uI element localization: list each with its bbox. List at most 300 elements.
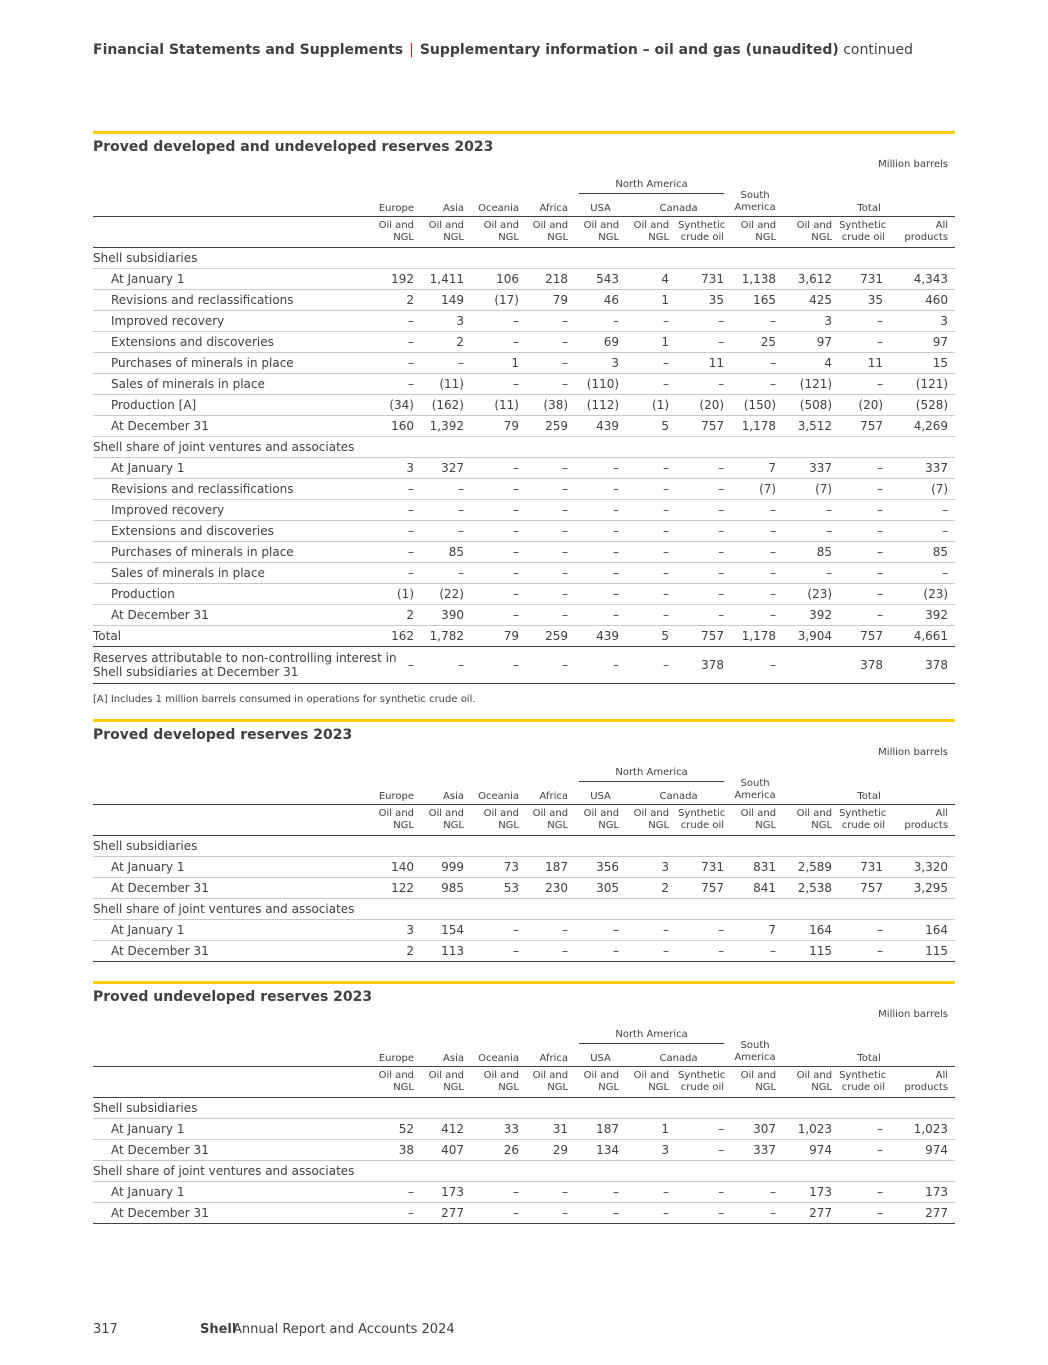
- cell-value: –: [626, 584, 676, 605]
- cell-value: 2: [368, 605, 421, 626]
- cell-value: –: [421, 647, 471, 684]
- cell-value: –: [471, 374, 526, 395]
- cell-value: –: [368, 332, 421, 353]
- cell-value: 390: [421, 605, 471, 626]
- cell-value: 11: [676, 353, 731, 374]
- cell-value: (528): [890, 395, 955, 416]
- product-header: Oil and NGL: [368, 1067, 421, 1098]
- cell-value: 3: [368, 920, 421, 941]
- cell-value: –: [626, 353, 676, 374]
- product-header: Synthetic crude oil: [839, 1067, 890, 1098]
- table-row: [93, 1203, 955, 1224]
- cell-value: (508): [783, 395, 839, 416]
- units-label: Million barrels: [878, 747, 948, 758]
- cell-value: 230: [526, 878, 575, 899]
- cell-value: (1): [368, 584, 421, 605]
- cell-value: –: [676, 920, 731, 941]
- cell-value: 4: [783, 353, 839, 374]
- row-label: Improved recovery: [93, 500, 368, 521]
- cell-value: 757: [839, 878, 890, 899]
- product-header: Oil and NGL: [526, 805, 575, 836]
- section-proved-developed: [93, 719, 955, 962]
- product-header: Synthetic crude oil: [676, 805, 731, 836]
- cell-value: 3: [626, 1140, 676, 1161]
- cell-value: 307: [731, 1119, 783, 1140]
- header-row-regions: [93, 782, 955, 805]
- cell-value: (121): [783, 374, 839, 395]
- south-america-label: South America: [734, 778, 776, 801]
- cell-value: –: [676, 605, 731, 626]
- cell-value: –: [626, 920, 676, 941]
- region-header: Africa: [539, 791, 569, 802]
- cell-value: –: [368, 479, 421, 500]
- cell-value: 277: [421, 1203, 471, 1224]
- group-header-row: [93, 1161, 955, 1182]
- table-row: [93, 332, 955, 353]
- group-header-row: [93, 1098, 955, 1119]
- cell-value: –: [626, 500, 676, 521]
- cell-value: 149: [421, 290, 471, 311]
- row-label: At December 31: [93, 605, 368, 626]
- cell-value: 154: [421, 920, 471, 941]
- cell-value: 106: [471, 269, 526, 290]
- table-row: [93, 353, 955, 374]
- cell-value: –: [471, 920, 526, 941]
- cell-value: –: [575, 920, 626, 941]
- table-row: [93, 290, 955, 311]
- product-header: Oil and NGL: [368, 805, 421, 836]
- cell-value: 192: [368, 269, 421, 290]
- cell-value: 160: [368, 416, 421, 437]
- row-label: At December 31: [93, 878, 368, 899]
- cell-value: 7: [731, 458, 783, 479]
- cell-value: 1,411: [421, 269, 471, 290]
- product-header: Oil and NGL: [575, 1067, 626, 1098]
- group-label: Shell subsidiaries: [93, 1098, 955, 1119]
- cell-value: 543: [575, 269, 626, 290]
- cell-value: 731: [676, 269, 731, 290]
- region-header: USA: [590, 1053, 611, 1064]
- product-header: Synthetic crude oil: [839, 217, 890, 248]
- reserves-table: [93, 1024, 955, 1224]
- cell-value: 97: [783, 332, 839, 353]
- cell-value: 3: [783, 311, 839, 332]
- cell-value: –: [575, 647, 626, 684]
- cell-value: –: [626, 521, 676, 542]
- cell-value: –: [526, 458, 575, 479]
- region-header: Oceania: [478, 791, 519, 802]
- cell-value: (7): [890, 479, 955, 500]
- cell-value: 974: [890, 1140, 955, 1161]
- footer-publication: Annual Report and Accounts 2024: [233, 1322, 455, 1337]
- cell-value: –: [471, 1182, 526, 1203]
- region-header: Canada: [659, 203, 698, 214]
- cell-value: 2,589: [783, 857, 839, 878]
- cell-value: 259: [526, 626, 575, 647]
- row-label: Improved recovery: [93, 311, 368, 332]
- group-label: Shell share of joint ventures and associates: [93, 899, 955, 920]
- cell-value: 3: [575, 353, 626, 374]
- cell-value: (20): [839, 395, 890, 416]
- cell-value: 757: [676, 626, 731, 647]
- product-header: Oil and NGL: [368, 217, 421, 248]
- cell-value: 1,023: [890, 1119, 955, 1140]
- cell-value: 2: [368, 290, 421, 311]
- cell-value: –: [526, 1203, 575, 1224]
- cell-value: –: [839, 1203, 890, 1224]
- region-header: Asia: [443, 203, 464, 214]
- cell-value: –: [471, 332, 526, 353]
- cell-value: 4,343: [890, 269, 955, 290]
- cell-value: (7): [783, 479, 839, 500]
- cell-value: 4,661: [890, 626, 955, 647]
- cell-value: 327: [421, 458, 471, 479]
- row-label: At December 31: [93, 1203, 368, 1224]
- cell-value: –: [575, 458, 626, 479]
- cell-value: –: [626, 374, 676, 395]
- cell-value: –: [471, 647, 526, 684]
- cell-value: (23): [783, 584, 839, 605]
- cell-value: –: [575, 584, 626, 605]
- cell-value: 1,392: [421, 416, 471, 437]
- cell-value: 134: [575, 1140, 626, 1161]
- product-header: Oil and NGL: [421, 805, 471, 836]
- cell-value: 31: [526, 1119, 575, 1140]
- cell-value: –: [526, 500, 575, 521]
- cell-value: –: [526, 605, 575, 626]
- cell-value: 277: [783, 1203, 839, 1224]
- cell-value: –: [471, 605, 526, 626]
- footer-brand: Shell: [200, 1322, 237, 1337]
- header-subsection: Supplementary information – oil and gas (unaudited): [419, 42, 839, 58]
- cell-value: –: [676, 584, 731, 605]
- cell-value: 841: [731, 878, 783, 899]
- cell-value: –: [839, 542, 890, 563]
- cell-value: 439: [575, 416, 626, 437]
- cell-value: –: [839, 1140, 890, 1161]
- table-row: [93, 374, 955, 395]
- cell-value: 115: [890, 941, 955, 962]
- cell-value: 356: [575, 857, 626, 878]
- cell-value: –: [471, 458, 526, 479]
- cell-value: 5: [626, 416, 676, 437]
- cell-value: –: [421, 353, 471, 374]
- cell-value: 1,178: [731, 416, 783, 437]
- cell-value: 2: [368, 941, 421, 962]
- cell-value: –: [676, 332, 731, 353]
- cell-value: 85: [421, 542, 471, 563]
- product-header: Oil and NGL: [731, 1067, 783, 1098]
- cell-value: 35: [676, 290, 731, 311]
- section-divider: [93, 131, 955, 134]
- cell-value: –: [731, 311, 783, 332]
- nci-row: [93, 647, 955, 684]
- product-header: Oil and NGL: [626, 805, 676, 836]
- cell-value: 162: [368, 626, 421, 647]
- cell-value: –: [731, 605, 783, 626]
- group-header-row: [93, 248, 955, 269]
- cell-value: –: [676, 941, 731, 962]
- cell-value: –: [575, 500, 626, 521]
- cell-value: 35: [839, 290, 890, 311]
- cell-value: 26: [471, 1140, 526, 1161]
- cell-value: –: [839, 605, 890, 626]
- header-row-products: [93, 805, 955, 836]
- cell-value: 731: [839, 857, 890, 878]
- row-label: At January 1: [93, 458, 368, 479]
- row-label: Production [A]: [93, 395, 368, 416]
- page-footer: [93, 1322, 455, 1337]
- cell-value: –: [731, 500, 783, 521]
- cell-value: –: [471, 500, 526, 521]
- cell-value: –: [368, 542, 421, 563]
- cell-value: –: [526, 521, 575, 542]
- cell-value: –: [421, 500, 471, 521]
- cell-value: –: [575, 521, 626, 542]
- cell-value: 337: [783, 458, 839, 479]
- group-header-row: [93, 437, 955, 458]
- table-row: [93, 542, 955, 563]
- cell-value: 757: [676, 878, 731, 899]
- row-label: At January 1: [93, 1182, 368, 1203]
- cell-value: –: [676, 500, 731, 521]
- cell-value: –: [676, 458, 731, 479]
- cell-value: –: [626, 647, 676, 684]
- cell-value: 757: [839, 626, 890, 647]
- table-row: [93, 500, 955, 521]
- cell-value: (23): [890, 584, 955, 605]
- table-row: [93, 857, 955, 878]
- cell-value: 187: [526, 857, 575, 878]
- cell-value: 2,538: [783, 878, 839, 899]
- group-header-row: [93, 899, 955, 920]
- table-row: [93, 269, 955, 290]
- region-header: Europe: [378, 1053, 414, 1064]
- cell-value: –: [421, 479, 471, 500]
- cell-value: –: [839, 1182, 890, 1203]
- cell-value: 378: [676, 647, 731, 684]
- cell-value: 85: [890, 542, 955, 563]
- reserves-table: [93, 174, 955, 684]
- cell-value: 259: [526, 416, 575, 437]
- cell-value: (121): [890, 374, 955, 395]
- group-label: Shell subsidiaries: [93, 836, 955, 857]
- header-row-products: [93, 1067, 955, 1098]
- header-row-regions: [93, 194, 955, 217]
- cell-value: (112): [575, 395, 626, 416]
- cell-value: –: [731, 563, 783, 584]
- row-label: Sales of minerals in place: [93, 563, 368, 584]
- row-label: At January 1: [93, 857, 368, 878]
- cell-value: –: [368, 353, 421, 374]
- cell-value: 277: [890, 1203, 955, 1224]
- cell-value: –: [526, 920, 575, 941]
- cell-value: 1: [626, 332, 676, 353]
- cell-value: –: [626, 311, 676, 332]
- units-label: Million barrels: [878, 1009, 948, 1020]
- table-row: [93, 479, 955, 500]
- cell-value: –: [783, 500, 839, 521]
- cell-value: 140: [368, 857, 421, 878]
- cell-value: 5: [626, 626, 676, 647]
- cell-value: –: [626, 605, 676, 626]
- cell-value: –: [839, 563, 890, 584]
- cell-value: –: [526, 353, 575, 374]
- cell-value: (1): [626, 395, 676, 416]
- cell-value: 46: [575, 290, 626, 311]
- table-row: [93, 1182, 955, 1203]
- table-row: [93, 941, 955, 962]
- cell-value: –: [783, 563, 839, 584]
- cell-value: –: [471, 563, 526, 584]
- cell-value: –: [368, 1182, 421, 1203]
- cell-value: (150): [731, 395, 783, 416]
- cell-value: 3,295: [890, 878, 955, 899]
- cell-value: –: [890, 500, 955, 521]
- cell-value: 1,178: [731, 626, 783, 647]
- cell-value: –: [575, 311, 626, 332]
- cell-value: –: [526, 479, 575, 500]
- product-header: Synthetic crude oil: [839, 805, 890, 836]
- cell-value: –: [368, 500, 421, 521]
- cell-value: –: [471, 311, 526, 332]
- region-header: Canada: [659, 791, 698, 802]
- cell-value: –: [526, 584, 575, 605]
- section-title: Proved developed reserves 2023: [93, 727, 353, 743]
- product-header: Oil and NGL: [626, 1067, 676, 1098]
- cell-value: –: [839, 332, 890, 353]
- row-label: Total: [93, 626, 368, 647]
- cell-value: –: [526, 374, 575, 395]
- cell-value: 7: [731, 920, 783, 941]
- region-header: Oceania: [478, 1053, 519, 1064]
- cell-value: –: [368, 647, 421, 684]
- cell-value: 25: [731, 332, 783, 353]
- table-row: [93, 584, 955, 605]
- row-label: Reserves attributable to non-controlling interest in Shell subsidiaries at December 31: [93, 647, 368, 684]
- row-label: Extensions and discoveries: [93, 521, 368, 542]
- region-header: Asia: [443, 1053, 464, 1064]
- cell-value: 3: [368, 458, 421, 479]
- cell-value: –: [839, 1119, 890, 1140]
- cell-value: [783, 647, 839, 684]
- cell-value: –: [731, 374, 783, 395]
- product-header: Oil and NGL: [783, 1067, 839, 1098]
- row-label: Production: [93, 584, 368, 605]
- cell-value: –: [421, 521, 471, 542]
- cell-value: 305: [575, 878, 626, 899]
- cell-value: 85: [783, 542, 839, 563]
- section-title: Proved undeveloped reserves 2023: [93, 989, 373, 1005]
- cell-value: –: [839, 458, 890, 479]
- cell-value: –: [626, 563, 676, 584]
- cell-value: 1,138: [731, 269, 783, 290]
- cell-value: –: [471, 584, 526, 605]
- cell-value: –: [890, 521, 955, 542]
- header-row-group: [93, 1024, 955, 1044]
- cell-value: –: [368, 311, 421, 332]
- cell-value: –: [839, 479, 890, 500]
- product-header: All products: [890, 217, 955, 248]
- cell-value: 173: [421, 1182, 471, 1203]
- cell-value: 3,904: [783, 626, 839, 647]
- cell-value: –: [731, 1203, 783, 1224]
- row-label: Revisions and reclassifications: [93, 290, 368, 311]
- cell-value: 3: [890, 311, 955, 332]
- product-header: Oil and NGL: [783, 805, 839, 836]
- cell-value: –: [526, 563, 575, 584]
- north-america-header: North America: [575, 174, 731, 194]
- cell-value: –: [526, 1182, 575, 1203]
- header-continued: continued: [843, 42, 913, 58]
- cell-value: (110): [575, 374, 626, 395]
- cell-value: 11: [839, 353, 890, 374]
- product-header: Synthetic crude oil: [676, 1067, 731, 1098]
- total-header: Total: [857, 1053, 881, 1064]
- cell-value: 187: [575, 1119, 626, 1140]
- cell-value: (22): [421, 584, 471, 605]
- cell-value: –: [731, 542, 783, 563]
- cell-value: –: [731, 647, 783, 684]
- cell-value: –: [526, 332, 575, 353]
- cell-value: –: [839, 920, 890, 941]
- product-header: Oil and NGL: [731, 805, 783, 836]
- page-header: [93, 42, 913, 58]
- cell-value: –: [626, 1182, 676, 1203]
- section-divider: [93, 719, 955, 722]
- cell-value: 79: [526, 290, 575, 311]
- page-number: 317: [93, 1322, 118, 1337]
- product-header: Oil and NGL: [626, 217, 676, 248]
- cell-value: –: [575, 941, 626, 962]
- cell-value: 3: [421, 311, 471, 332]
- cell-value: –: [626, 1203, 676, 1224]
- cell-value: –: [471, 941, 526, 962]
- cell-value: –: [839, 941, 890, 962]
- cell-value: –: [471, 521, 526, 542]
- cell-value: –: [471, 479, 526, 500]
- cell-value: –: [676, 479, 731, 500]
- cell-value: –: [890, 563, 955, 584]
- cell-value: 1: [626, 1119, 676, 1140]
- cell-value: –: [575, 1182, 626, 1203]
- cell-value: –: [368, 374, 421, 395]
- product-header: Oil and NGL: [731, 217, 783, 248]
- product-header: All products: [890, 1067, 955, 1098]
- row-label: Revisions and reclassifications: [93, 479, 368, 500]
- cell-value: 439: [575, 626, 626, 647]
- cell-value: –: [731, 521, 783, 542]
- cell-value: 52: [368, 1119, 421, 1140]
- row-label: Purchases of minerals in place: [93, 542, 368, 563]
- cell-value: –: [575, 479, 626, 500]
- cell-value: 165: [731, 290, 783, 311]
- table-row: [93, 605, 955, 626]
- cell-value: –: [626, 479, 676, 500]
- cell-value: 731: [676, 857, 731, 878]
- cell-value: 53: [471, 878, 526, 899]
- cell-value: –: [676, 563, 731, 584]
- cell-value: 218: [526, 269, 575, 290]
- south-america-header: [731, 778, 783, 805]
- cell-value: –: [783, 521, 839, 542]
- section-proved-developed-undeveloped: [93, 131, 955, 705]
- cell-value: 113: [421, 941, 471, 962]
- cell-value: (17): [471, 290, 526, 311]
- cell-value: –: [839, 521, 890, 542]
- cell-value: 3: [626, 857, 676, 878]
- cell-value: –: [368, 563, 421, 584]
